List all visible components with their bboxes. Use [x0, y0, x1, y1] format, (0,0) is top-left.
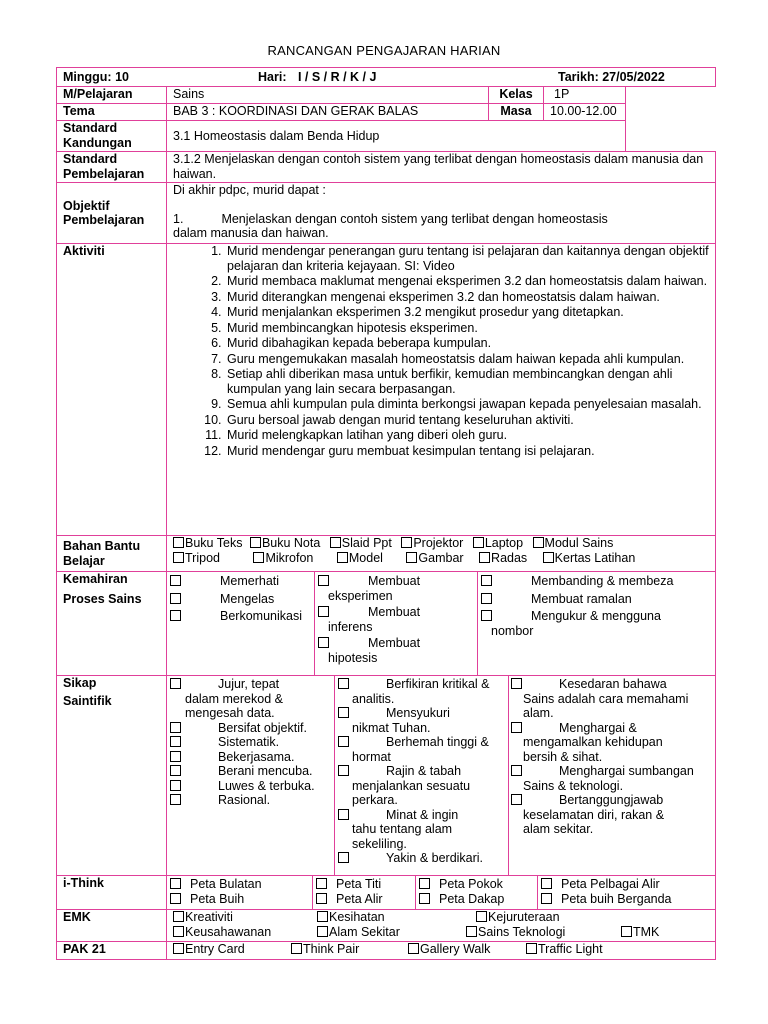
checkbox-icon[interactable] — [466, 926, 477, 937]
checkbox-option[interactable]: Berfikiran kritikal & — [338, 677, 508, 692]
checkbox-icon[interactable] — [170, 794, 181, 805]
aktiviti-item: 2. Murid membaca maklumat mengenai eksperimen 3.2 dan homeostatsis dalam haiwan. — [225, 274, 709, 289]
kps-col2: Membuat eksperimen Membuat inferens Membuat hipotesis — [314, 572, 477, 675]
emk-options — [167, 910, 716, 942]
checkbox-option[interactable]: Modul Sains — [533, 536, 614, 550]
checkbox-option[interactable]: Mensyukuri — [338, 706, 508, 721]
checkbox-icon[interactable] — [330, 537, 341, 548]
checkbox-option[interactable]: Berani mencuba. — [170, 764, 334, 779]
checkbox-option[interactable]: Kertas Latihan — [543, 551, 636, 565]
checkbox-icon[interactable] — [317, 926, 328, 937]
checkbox-option[interactable]: Mengelas — [170, 592, 314, 607]
checkbox-icon[interactable] — [533, 537, 544, 548]
kps-row — [57, 572, 716, 676]
checkbox-icon[interactable] — [338, 852, 349, 863]
standard-pembelajaran-label: Standard Pembelajaran — [57, 152, 167, 183]
checkbox-icon[interactable] — [170, 593, 181, 604]
masa-label: Masa — [489, 104, 544, 121]
emk-label: EMK — [57, 910, 167, 942]
checkbox-option[interactable]: Model — [337, 551, 383, 565]
checkbox-icon[interactable] — [337, 552, 348, 563]
aktiviti-item: 6. Murid dibahagikan kepada beberapa kumpulan. — [225, 336, 709, 351]
checkbox-option[interactable]: Luwes & terbuka. — [170, 779, 334, 794]
checkbox-option[interactable]: Entry Card — [173, 942, 245, 957]
checkbox-option[interactable]: Yakin & berdikari. — [338, 851, 508, 866]
aktiviti-item: 10. Guru bersoal jawab dengan murid tentang keseluruhan aktiviti. — [225, 413, 709, 428]
checkbox-option[interactable]: Rasional. — [170, 793, 334, 808]
aktiviti-item: 4. Murid menjalankan eksperimen 3.2 mengikut prosedur yang ditetapkan. — [225, 305, 709, 320]
checkbox-option[interactable]: Membuat — [318, 605, 477, 620]
aktiviti-item: 8. Setiap ahli diberikan masa untuk berfikir, kemudian membincangkan dengan ahli kumpulan yang lain secara berpasangan. — [225, 367, 709, 396]
checkbox-option[interactable]: Memerhati — [170, 574, 314, 589]
checkbox-icon[interactable] — [170, 893, 181, 904]
checkbox-icon[interactable] — [479, 552, 490, 563]
checkbox-icon[interactable] — [253, 552, 264, 563]
sikap-row — [57, 676, 716, 876]
checkbox-icon[interactable] — [170, 751, 181, 762]
checkbox-option[interactable]: Menghargai & — [511, 721, 715, 736]
tema-value: BAB 3 : KOORDINASI DAN GERAK BALAS — [167, 104, 489, 121]
aktiviti-list-cell — [167, 244, 716, 536]
checkbox-option[interactable]: Tripod — [173, 551, 220, 565]
checkbox-option[interactable]: Membuat — [318, 574, 477, 589]
sikap-col1: Jujur, tepat dalam merekod & mengesah data. Bersifat objektif. Sistematik. Bekerjasama. Berani mencuba. Luwes & terbuka. Rasional. — [167, 676, 334, 875]
sikap-col3: Kesedaran bahawa Sains adalah cara memahami alam. Menghargai & mengamalkan kehidupan bersih & sihat. Menghargai sumbangan Sains & teknologi. Bertanggungjawab keselamatan diri, rakan & alam sekitar. — [508, 676, 715, 875]
checkbox-option[interactable]: Alam Sekitar — [317, 925, 400, 940]
aktiviti-item: 7. Guru mengemukakan masalah homeostatsis dalam haiwan kepada ahli kumpulan. — [225, 352, 709, 367]
checkbox-icon[interactable] — [543, 552, 554, 563]
aktiviti-item: 5. Murid membincangkan hipotesis eksperimen. — [225, 321, 709, 336]
checkbox-option[interactable]: Membanding & membeza — [481, 574, 715, 589]
standard-pembelajaran-value: 3.1.2 Menjelaskan dengan contoh sistem yang terlibat dengan homeostasis dalam manusia dan haiwan. — [167, 152, 716, 183]
checkbox-icon[interactable] — [318, 637, 329, 648]
checkbox-icon[interactable] — [526, 943, 537, 954]
ithink-label: i-Think — [57, 876, 167, 910]
lesson-plan-table — [56, 67, 716, 960]
checkbox-option[interactable]: Minat & ingin — [338, 808, 508, 823]
emk-row — [57, 910, 716, 942]
checkbox-icon[interactable] — [406, 552, 417, 563]
pak21-row — [57, 942, 716, 960]
checkbox-option[interactable]: Projektor — [401, 536, 463, 550]
ithink-row — [57, 876, 716, 910]
checkbox-icon[interactable] — [621, 926, 632, 937]
checkbox-option[interactable]: Membuat ramalan — [481, 592, 715, 607]
checkbox-option[interactable]: Peta Alir — [316, 892, 415, 907]
checkbox-icon[interactable] — [511, 794, 522, 805]
checkbox-option[interactable]: Sains Teknologi — [466, 925, 565, 940]
aktiviti-item: 3. Murid diterangkan mengenai eksperimen 3.2 dan homeostatsis dalam haiwan. — [225, 290, 709, 305]
mpelajaran-row — [57, 87, 716, 104]
aktiviti-item: 9. Semua ahli kumpulan pula diminta berkongsi jawapan kepada penyelesaian masalah. — [225, 397, 709, 412]
checkbox-icon[interactable] — [473, 537, 484, 548]
bahan-row — [57, 536, 716, 572]
checkbox-option[interactable]: Slaid Ppt — [330, 536, 392, 550]
aktiviti-item: 11. Murid melengkapkan latihan yang diberi oleh guru. — [225, 428, 709, 443]
checkbox-icon[interactable] — [170, 575, 181, 586]
objektif-row — [57, 183, 716, 244]
checkbox-icon[interactable] — [170, 678, 181, 689]
checkbox-option[interactable]: Peta Titi — [316, 877, 415, 892]
checkbox-option[interactable]: Sistematik. — [170, 735, 334, 750]
standard-pembelajaran-row — [57, 152, 716, 183]
mpelajaran-label: M/Pelajaran — [57, 87, 167, 104]
checkbox-icon[interactable] — [338, 809, 349, 820]
checkbox-icon[interactable] — [173, 911, 184, 922]
pak21-label: PAK 21 — [57, 942, 167, 960]
checkbox-icon[interactable] — [316, 893, 327, 904]
checkbox-option[interactable]: Kreativiti — [173, 910, 233, 925]
hari-field: Hari: I / S / R / K / J — [258, 70, 377, 84]
checkbox-option[interactable]: Traffic Light — [526, 942, 603, 957]
header-row — [57, 68, 716, 87]
checkbox-option[interactable]: Gambar — [406, 551, 463, 565]
tema-row — [57, 104, 716, 121]
checkbox-option[interactable]: Think Pair — [291, 942, 359, 957]
checkbox-icon[interactable] — [170, 736, 181, 747]
checkbox-option[interactable]: Peta Pokok — [419, 877, 537, 892]
checkbox-icon[interactable] — [338, 707, 349, 718]
checkbox-option[interactable]: TMK — [621, 925, 659, 940]
checkbox-option[interactable]: Laptop — [473, 536, 523, 550]
checkbox-icon[interactable] — [511, 765, 522, 776]
tema-label: Tema — [57, 104, 167, 121]
checkbox-option[interactable]: Kejuruteraan — [476, 910, 560, 925]
bahan-row1 — [173, 536, 709, 551]
standard-kandungan-row — [57, 121, 716, 152]
checkbox-option[interactable]: Radas — [479, 551, 527, 565]
checkbox-option[interactable]: Buku Teks — [173, 536, 242, 550]
checkbox-option[interactable]: Buku Nota — [250, 536, 320, 550]
checkbox-icon[interactable] — [541, 893, 552, 904]
kps-col3: Membanding & membeza Membuat ramalan Mengukur & mengguna nombor — [477, 572, 715, 675]
checkbox-icon[interactable] — [511, 722, 522, 733]
checkbox-option[interactable]: Menghargai sumbangan — [511, 764, 715, 779]
masa-value: 10.00-12.00 — [544, 104, 626, 121]
checkbox-option[interactable]: Membuat — [318, 636, 477, 651]
hari-value: I / S / R / K / J — [297, 70, 377, 84]
page-title: RANCANGAN PENGAJARAN HARIAN — [267, 43, 501, 58]
checkbox-option[interactable]: Rajin & tabah — [338, 764, 508, 779]
sikap-col2: Berfikiran kritikal & analitis. Mensyukuri nikmat Tuhan. Berhemah tinggi & hormat Rajin & tabah menjalankan sesuatu perkara. Minat & ingin tahu tentang alam sekeliling. Yakin & berdikari. — [334, 676, 508, 875]
aktiviti-label: Aktiviti — [57, 244, 167, 536]
aktiviti-row — [57, 244, 716, 536]
checkbox-icon[interactable] — [481, 610, 492, 621]
checkbox-option[interactable]: Peta buih Berganda — [541, 892, 715, 907]
objektif-value: Di akhir pdpc, murid dapat : 1. Menjelaskan dengan contoh sistem yang terlibat dengan homeostasis dalam manusia dan haiwan. — [167, 183, 716, 244]
checkbox-icon[interactable] — [511, 678, 522, 689]
aktiviti-item: 1. Murid mendengar penerangan guru tentang isi pelajaran dan kaitannya dengan objektif pelajaran dan kriteria kejayaan. SI: Video — [225, 244, 709, 273]
checkbox-icon[interactable] — [170, 780, 181, 791]
checkbox-icon[interactable] — [541, 878, 552, 889]
checkbox-icon[interactable] — [408, 943, 419, 954]
kelas-value: 1P — [544, 87, 626, 104]
checkbox-icon[interactable] — [173, 537, 184, 548]
checkbox-icon[interactable] — [419, 878, 430, 889]
bahan-label: Bahan Bantu Belajar — [57, 536, 167, 572]
kps-label: Kemahiran Proses Sains — [57, 572, 167, 676]
checkbox-option[interactable]: Berkomunikasi — [170, 609, 314, 624]
checkbox-icon[interactable] — [170, 722, 181, 733]
checkbox-option[interactable]: Peta Buih — [170, 892, 312, 907]
checkbox-option[interactable]: Bersifat objektif. — [170, 721, 334, 736]
checkbox-option[interactable]: Keusahawanan — [173, 925, 271, 940]
checkbox-icon[interactable] — [401, 537, 412, 548]
kps-col1 — [167, 572, 314, 675]
checkbox-icon[interactable] — [338, 678, 349, 689]
checkbox-icon[interactable] — [338, 736, 349, 747]
checkbox-icon[interactable] — [338, 765, 349, 776]
checkbox-option[interactable]: Bekerjasama. — [170, 750, 334, 765]
checkbox-icon[interactable] — [173, 943, 184, 954]
checkbox-option[interactable]: Mengukur & mengguna — [481, 609, 715, 624]
minggu-label: Minggu: 10 — [63, 70, 129, 84]
tarikh-label: Tarikh: 27/05/2022 — [558, 70, 665, 84]
checkbox-option[interactable]: Peta Dakap — [419, 892, 537, 907]
checkbox-icon[interactable] — [317, 911, 328, 922]
aktiviti-item: 12. Murid mendengar guru membuat kesimpulan tentang isi pelajaran. — [225, 444, 709, 459]
checkbox-icon[interactable] — [291, 943, 302, 954]
sikap-label: Sikap Saintifik — [57, 676, 167, 876]
checkbox-icon[interactable] — [481, 575, 492, 586]
checkbox-icon[interactable] — [170, 878, 181, 889]
mpelajaran-value: Sains — [167, 87, 489, 104]
checkbox-icon[interactable] — [250, 537, 261, 548]
checkbox-option[interactable]: Kesihatan — [317, 910, 385, 925]
checkbox-option[interactable]: Berhemah tinggi & — [338, 735, 508, 750]
checkbox-option[interactable]: Peta Pelbagai Alir — [541, 877, 715, 892]
checkbox-option[interactable]: Gallery Walk — [408, 942, 490, 957]
standard-kandungan-label: Standard Kandungan — [57, 121, 167, 152]
checkbox-option[interactable]: Bertanggungjawab — [511, 793, 715, 808]
checkbox-option[interactable]: Jujur, tepat — [170, 677, 334, 692]
standard-kandungan-value: 3.1 Homeostasis dalam Benda Hidup — [167, 121, 626, 152]
checkbox-icon[interactable] — [476, 911, 487, 922]
checkbox-icon[interactable] — [316, 878, 327, 889]
aktiviti-list — [173, 244, 709, 458]
bahan-options — [167, 536, 716, 572]
checkbox-icon[interactable] — [173, 926, 184, 937]
checkbox-icon[interactable] — [419, 893, 430, 904]
checkbox-icon[interactable] — [173, 552, 184, 563]
checkbox-option[interactable]: Kesedaran bahawa — [511, 677, 715, 692]
objektif-label: Objektif Pembelajaran — [57, 183, 167, 244]
kelas-label: Kelas — [489, 87, 544, 104]
pak21-options — [167, 942, 716, 960]
checkbox-icon[interactable] — [170, 765, 181, 776]
checkbox-option[interactable]: Peta Bulatan — [170, 877, 312, 892]
checkbox-icon[interactable] — [318, 606, 329, 617]
checkbox-icon[interactable] — [318, 575, 329, 586]
checkbox-icon[interactable] — [170, 610, 181, 621]
checkbox-option[interactable]: Mikrofon — [253, 551, 313, 565]
checkbox-icon[interactable] — [481, 593, 492, 604]
bahan-row2 — [173, 551, 709, 566]
